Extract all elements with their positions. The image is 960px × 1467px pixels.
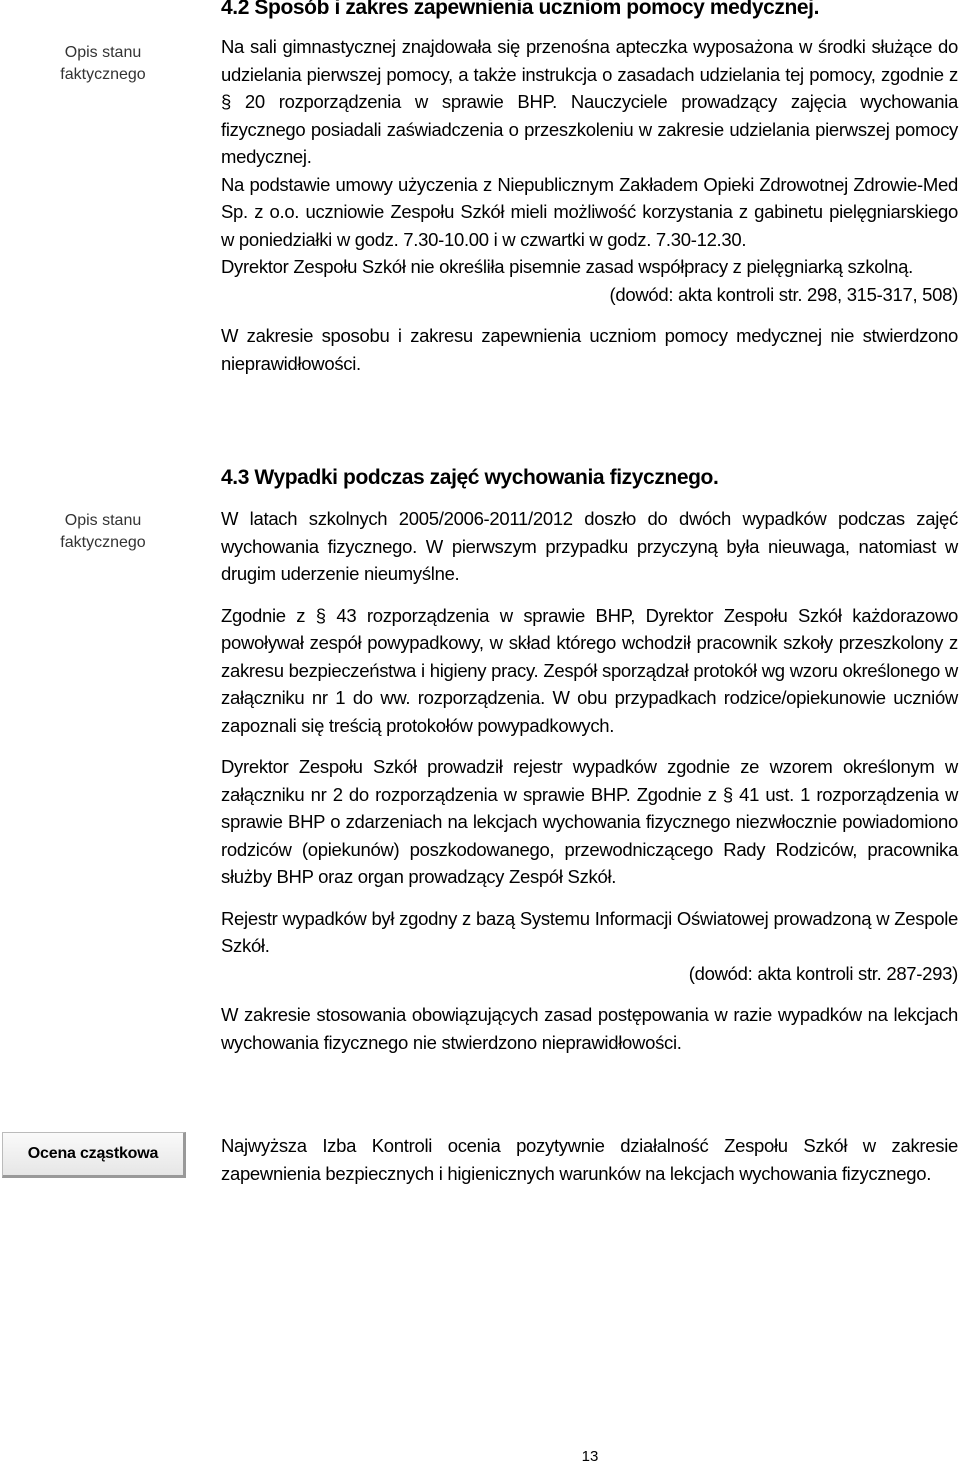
section-4-2-paragraph-1: Na sali gimnastycznej znajdowała się przenośna apteczka wyposażona w środki służące do udzielania pierwszej pomocy, a także instrukcja o zasadach udzielania tej pomocy, zgodnie z § 20 rozporządzenia w sprawie BHP. Nauczyciele prowadzący zajęcia wychowania fizycznego posiadali zaświadczenia o przeszkoleniu w zakresie udzielania pierwszej pomocy medycznej.: [221, 36, 958, 167]
section-4-2: [221, 0, 958, 377]
section-4-2-paragraph-3: Dyrektor Zespołu Szkół nie określiła pisemnie zasad współpracy z pielęgniarką szkolną.: [221, 256, 913, 277]
section-4-2-evidence: (dowód: akta kontroli str. 298, 315-317, 508): [609, 283, 958, 305]
section-4-3-paragraph-2: Zgodnie z § 43 rozporządzenia w sprawie BHP, Dyrektor Zespołu Szkół każdorazowo powoływał zespół powypadkowy, w skład którego wchodził pracownik szkoły przeszkolony z zakresu bezpieczeństwa i higieny pracy. Zespół sporządzał protokół wg wzoru określonego w załączniku nr 1 do ww. rozporządzenia. W obu przypadkach rodzice/opiekunowie uczniów zapoznali się treścią protokołów powypadkowych.: [221, 604, 958, 736]
section-4-3: [221, 464, 958, 1056]
section-4-3-conclusion: W zakresie stosowania obowiązujących zasad postępowania w razie wypadków na lekcjach wychowania fizycznego nie stwierdzono nieprawidłowości.: [221, 1004, 958, 1053]
section-4-3-paragraph-3: Dyrektor Zespołu Szkół prowadził rejestr wypadków zgodnie ze wzorem określonym w załączniku nr 2 do rozporządzenia w sprawie BHP. Zgodnie z § 41 ust. 1 rozporządzenia w sprawie BHP o zdarzeniach na lekcjach wychowania fizycznego niezwłocznie powiadomiono rodziców (opiekunów) poszkodowanego, przewodniczącego Rady Rodziców, pracownika służby BHP oraz organ prowadzący Zespół Szkół.: [221, 756, 958, 887]
ocena-czastkowa-label: Ocena cząstkowa: [27, 1145, 159, 1162]
margin-label-opis-stanu-1: Opis stanu faktycznego: [60, 44, 146, 83]
assessment-text: Najwyższa Izba Kontroli ocenia pozytywnie działalność Zespołu Szkół w zakresie zapewnienia bezpiecznych i higienicznych warunków na lekcjach wychowania fizycznego.: [221, 1135, 958, 1184]
section-4-3-paragraph-1: W latach szkolnych 2005/2006-2011/2012 doszło do dwóch wypadków podczas zajęć wychowania fizycznego. W pierwszym przypadku przyczyną była nieuwaga, natomiast w drugim uderzenie nieumyślne.: [221, 508, 958, 584]
section-4-2-conclusion: W zakresie sposobu i zakresu zapewnienia uczniom pomocy medycznej nie stwierdzono nieprawidłowości.: [221, 325, 958, 374]
section-4-2-heading: 4.2 Sposób i zakres zapewnienia uczniom pomocy medycznej.: [221, 0, 820, 19]
margin-label-opis-stanu-2: Opis stanu faktycznego: [60, 512, 146, 551]
section-4-2-paragraph-2: Na podstawie umowy użyczenia z Niepublicznym Zakładem Opieki Zdrowotnej Zdrowie-Med Sp. z o.o. uczniowie Zespołu Szkół mieli możliwość korzystania z gabinetu pielęgniarskiego w poniedziałki w godz. 7.30-10.00 i w czwartki w godz. 7.30-12.30.: [221, 173, 958, 250]
section-4-3-heading: 4.3 Wypadki podczas zajęć wychowania fizycznego.: [221, 466, 719, 489]
section-4-3-paragraph-4: Rejestr wypadków był zgodny z bazą Systemu Informacji Oświatowej prowadzoną w Zespole Szkół.: [221, 907, 958, 956]
assessment-section: [221, 1132, 958, 1187]
page-number: 13: [581, 1448, 599, 1465]
section-4-3-evidence: (dowód: akta kontroli str. 287-293): [688, 962, 958, 984]
ocena-czastkowa-box: [2, 1132, 186, 1178]
